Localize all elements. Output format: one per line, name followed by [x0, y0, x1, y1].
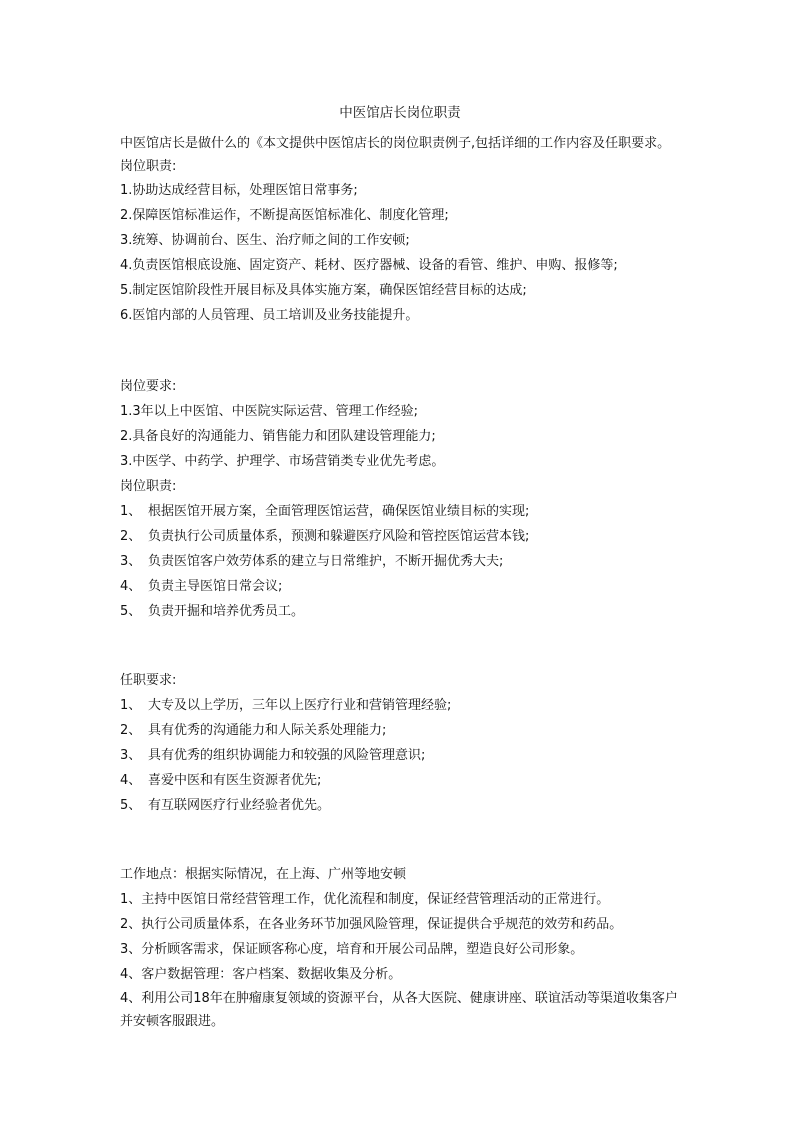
- document-title: 中医馆店长岗位职责: [339, 105, 461, 121]
- qualification-item: [120, 743, 680, 768]
- item-number: 4、: [120, 579, 142, 594]
- item-text: 具有优秀的组织协调能力和较强的风险管理意识;: [148, 748, 426, 763]
- requirements-heading: 岗位要求:: [120, 379, 177, 394]
- qualifications-heading: 任职要求:: [120, 673, 177, 688]
- item-text: 负责执行公司质量体系，预测和躲避医疗风险和管控医馆运营本钱;: [148, 529, 530, 544]
- task-item: 2、执行公司质量体系，在各业务环节加强风险管理，保证提供合乎规范的效劳和药品。: [120, 917, 623, 932]
- item-text: 根据医馆开展方案，全面管理医馆运营，确保医馆业绩目标的实现;: [148, 504, 530, 519]
- task-item: 1、主持中医馆日常经营管理工作，优化流程和制度，保证经营管理活动的正常进行。: [120, 892, 610, 907]
- item-number: 3、: [120, 554, 142, 569]
- item-text: 喜爱中医和有医生资源者优先;: [148, 773, 322, 788]
- duty-list-item: [120, 574, 680, 599]
- duty-list-item: [120, 599, 680, 624]
- task-item: 3、分析顾客需求，保证顾客称心度，培育和开展公司品牌，塑造良好公司形象。: [120, 942, 584, 957]
- duty-item: 3.统筹、协调前台、医生、治疗师之间的工作安顿;: [120, 233, 410, 248]
- duties-heading: 岗位职责:: [120, 479, 177, 494]
- duty-list-item: [120, 499, 680, 524]
- requirement-item: 1.3年以上中医馆、中医院实际运营、管理工作经验;: [120, 404, 419, 419]
- qualification-item: [120, 768, 680, 793]
- duty-item: 5.制定医馆阶段性开展目标及具体实施方案，确保医馆经营目标的达成;: [120, 283, 527, 298]
- qualification-item: [120, 793, 680, 818]
- item-number: 5、: [120, 604, 142, 619]
- item-text: 有互联网医疗行业经验者优先。: [148, 798, 331, 813]
- task-item: 4、利用公司18年在肿瘤康复领域的资源平台，从各大医院、健康讲座、联谊活动等渠道收集客户并安顿客服跟进。: [120, 991, 678, 1029]
- item-text: 负责主导医馆日常会议;: [148, 579, 283, 594]
- requirement-item: 3.中医学、中药学、护理学、市场营销类专业优先考虑。: [120, 454, 445, 469]
- duty-list-item: [120, 524, 680, 549]
- item-number: 2、: [120, 529, 142, 544]
- task-item: 4、客户数据管理：客户档案、数据收集及分析。: [120, 967, 402, 982]
- item-number: 4、: [120, 773, 142, 788]
- item-number: 2、: [120, 723, 142, 738]
- qualification-item: [120, 718, 680, 743]
- item-number: 5、: [120, 798, 142, 813]
- duty-item: 1.协助达成经营目标，处理医馆日常事务;: [120, 183, 358, 198]
- item-text: 负责医馆客户效劳体系的建立与日常维护，不断开掘优秀大夫;: [148, 554, 504, 569]
- requirement-item: 2.具备良好的沟通能力、销售能力和团队建设管理能力;: [120, 429, 436, 444]
- item-text: 负责开掘和培养优秀员工。: [148, 604, 305, 619]
- qualification-item: [120, 693, 680, 718]
- duty-item: 6.医馆内部的人员管理、员工培训及业务技能提升。: [120, 308, 419, 323]
- item-text: 大专及以上学历，三年以上医疗行业和营销管理经验;: [148, 698, 452, 713]
- duty-item: 2.保障医馆标准运作，不断提高医馆标准化、制度化管理;: [120, 208, 449, 223]
- duty-list-item: [120, 549, 680, 574]
- document-body: [120, 132, 680, 1033]
- item-number: 3、: [120, 748, 142, 763]
- work-location: 工作地点：根据实际情况，在上海、广州等地安顿: [120, 867, 407, 882]
- item-number: 1、: [120, 698, 142, 713]
- duty-item: 4.负责医馆根底设施、固定资产、耗材、医疗器械、设备的看管、维护、申购、报修等;: [120, 258, 618, 273]
- item-number: 1、: [120, 504, 142, 519]
- item-text: 具有优秀的沟通能力和人际关系处理能力;: [148, 723, 387, 738]
- intro-paragraph: 中医馆店长是做什么的《本文提供中医馆店长的岗位职责例子,包括详细的工作内容及任职要求。岗位职责:: [120, 136, 671, 174]
